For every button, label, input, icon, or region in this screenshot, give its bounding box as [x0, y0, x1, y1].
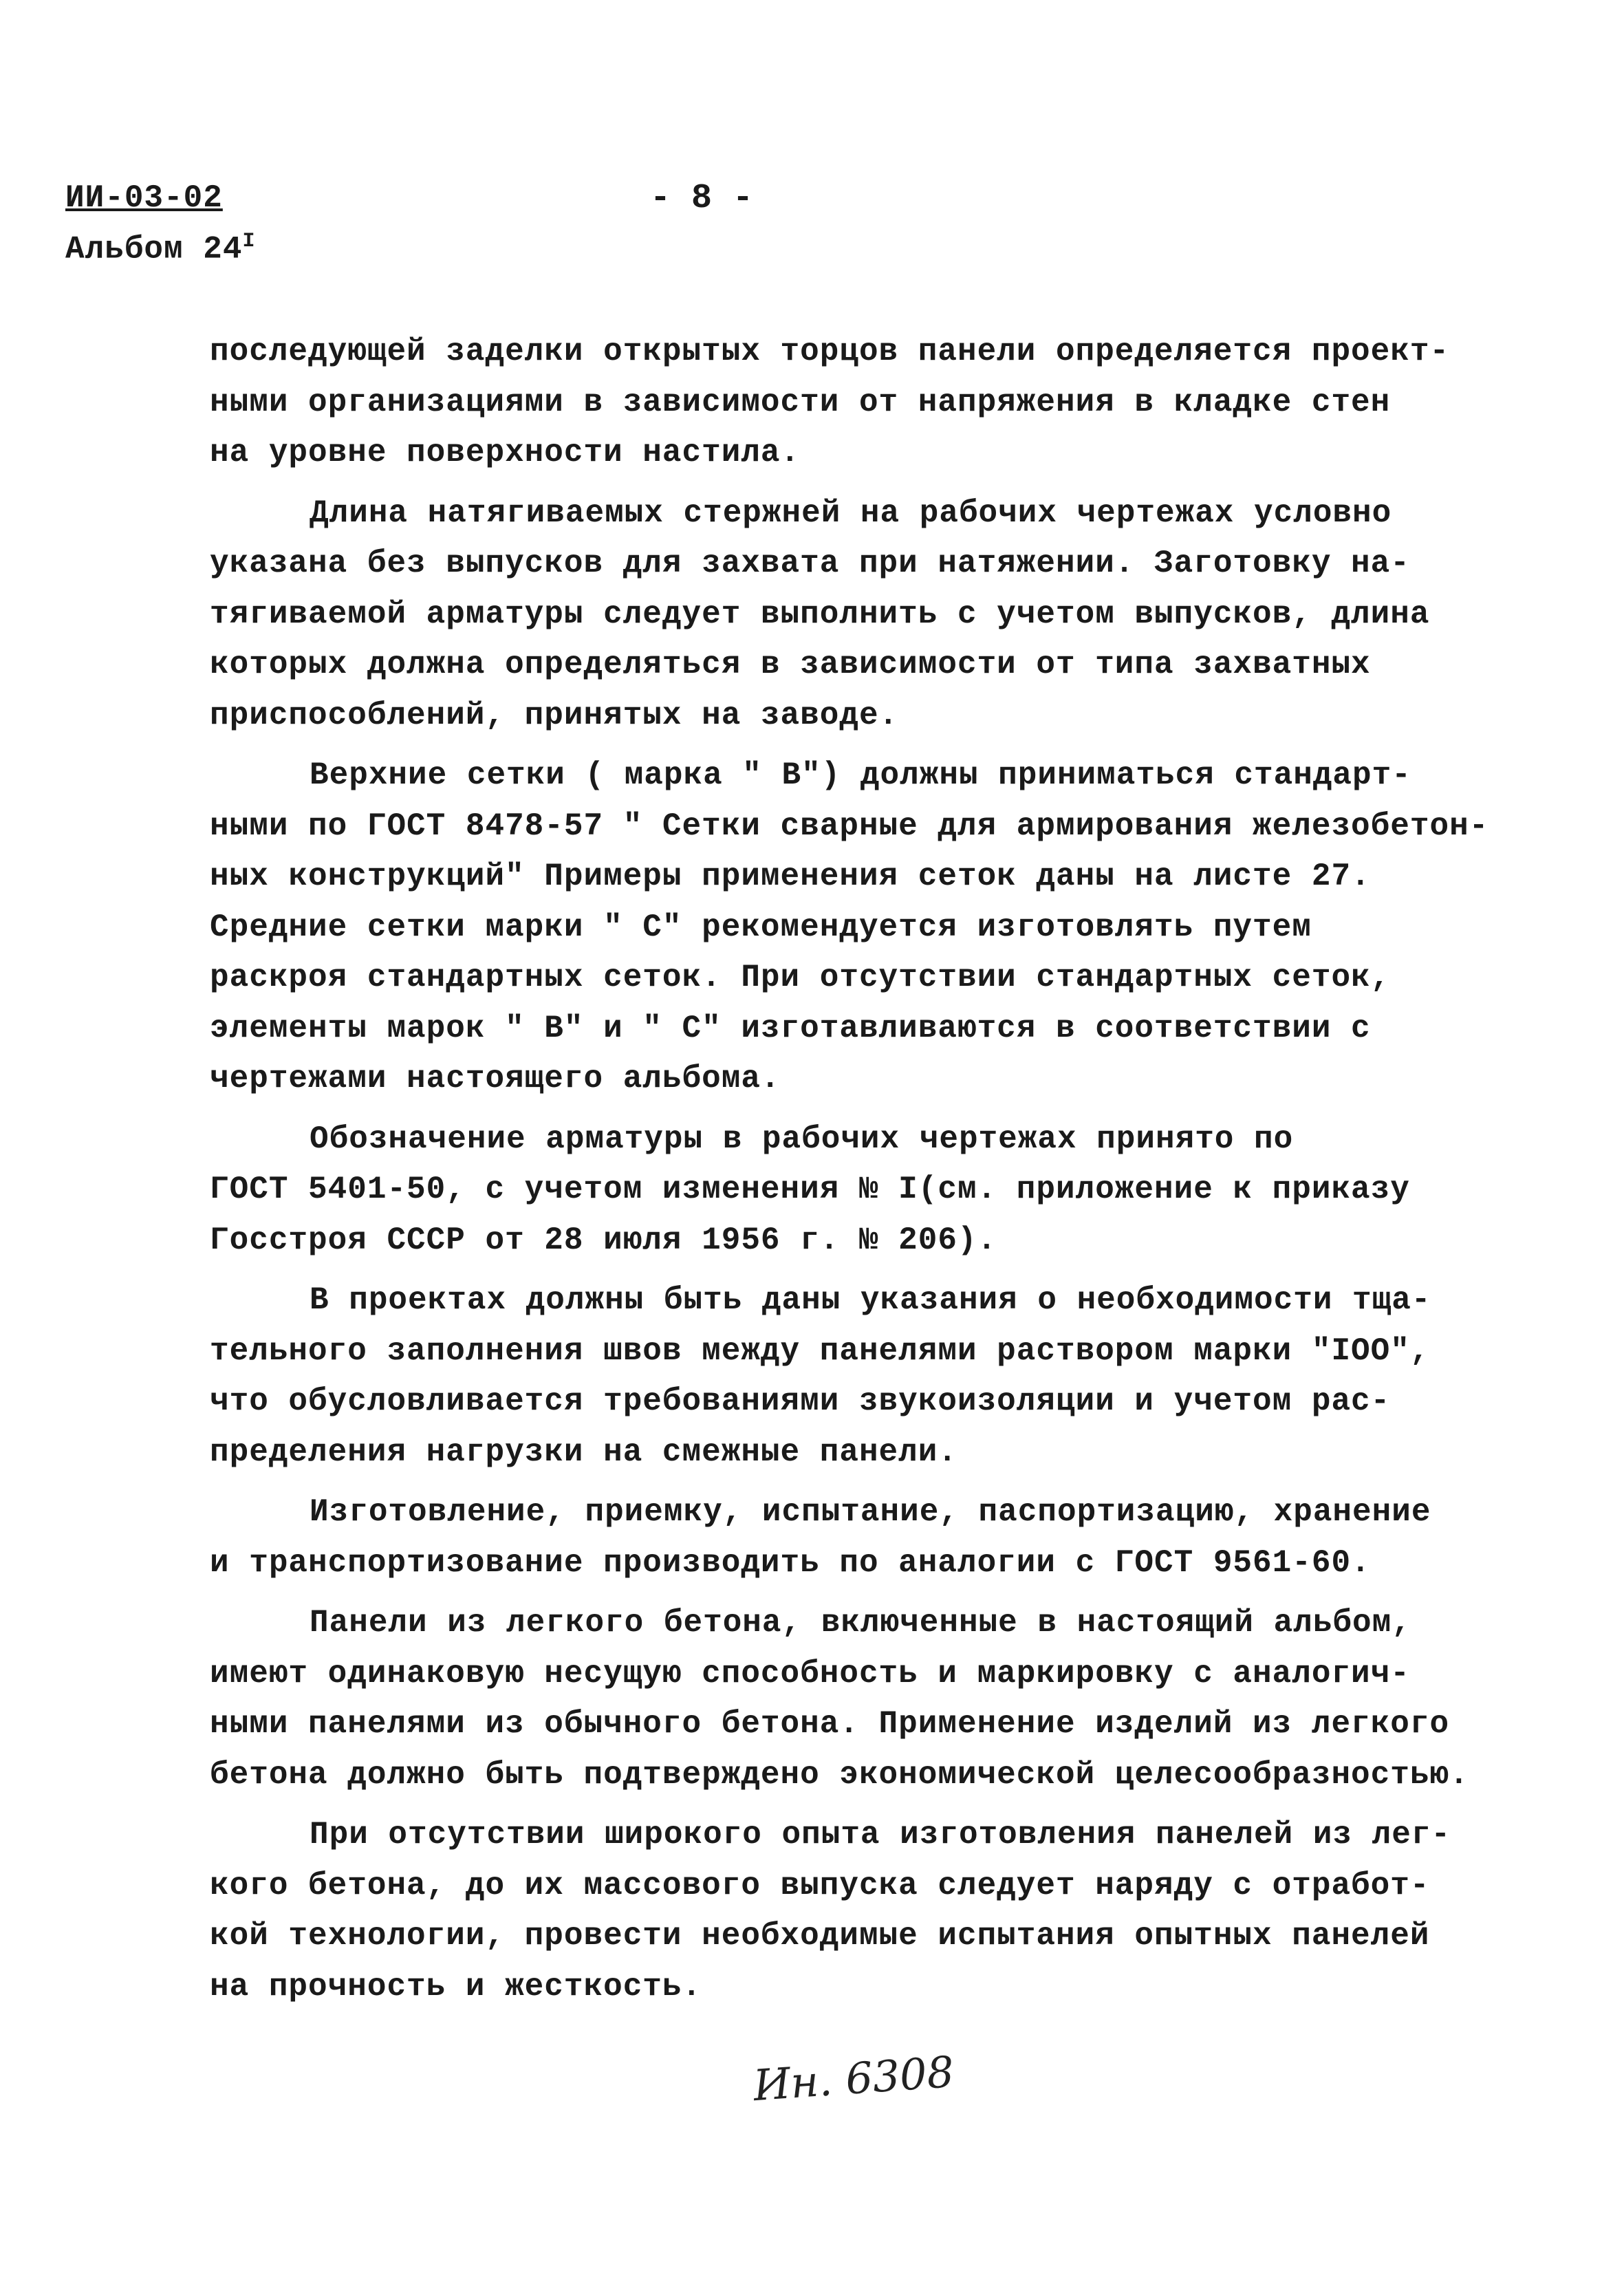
- text-line: указана без выпусков для захвата при натяжении. Заготовку на-: [210, 546, 1410, 581]
- album-label: Альбом $24^I$: [65, 230, 256, 268]
- text-line: Верхние сетки ( марка " В") должны приниматься стандарт-: [310, 757, 1411, 793]
- text-line: имеют одинаковую несущую способность и маркировку с аналогич-: [210, 1655, 1410, 1692]
- text-line: Госстроя СССР от 28 июля 1956 г. № 206).: [210, 1222, 997, 1258]
- paragraph: [210, 327, 1558, 479]
- text-line: приспособлений, принятых на заводе.: [210, 697, 899, 733]
- text-line: которых должна определяться в зависимости от типа захватных: [210, 647, 1371, 682]
- text-line: на прочность и жесткость.: [210, 1968, 702, 2005]
- paragraph: [210, 1275, 1558, 1478]
- text-line: тягиваемой арматуры следует выполнить с учетом выпусков, длина: [210, 596, 1430, 632]
- text-line: Длина натягиваемых стержней на рабочих чертежах условно: [310, 495, 1392, 531]
- text-line: последующей заделки открытых торцов панели определяется проект-: [210, 334, 1450, 369]
- handwritten-inventory-note: Ин. 6308: [751, 2046, 956, 2111]
- text-line: ных конструкций" Примеры применения сеток даны на листе 27.: [210, 859, 1371, 894]
- text-line: При отсутствии широкого опыта изготовления панелей из лег-: [310, 1817, 1451, 1853]
- text-line: ными организациями в зависимости от напряжения в кладке стен: [210, 384, 1391, 420]
- text-line: ными по ГОСТ 8478-57 " Сетки сварные для армирования железобетон-: [210, 808, 1489, 844]
- paragraph: [210, 1810, 1558, 2012]
- text-line: раскроя стандартных сеток. При отсутствии стандартных сеток,: [210, 960, 1391, 995]
- text-line: кой технологии, провести необходимые испытания опытных панелей: [210, 1918, 1430, 1954]
- text-line: Обозначение арматуры в рабочих чертежах принято по: [310, 1121, 1294, 1157]
- text-line: тельного заполнения швов между панелями раствором марки "IOO",: [210, 1333, 1430, 1369]
- paragraph: [210, 488, 1558, 742]
- paragraph: [210, 1598, 1558, 1800]
- text-line: В проектах должны быть даны указания о необходимости тща-: [310, 1282, 1431, 1318]
- text-line: ГОСТ 5401-50, с учетом изменения № I(см. приложение к приказу: [210, 1172, 1410, 1207]
- text-line: и транспортизование производить по аналогии с ГОСТ 9561-60.: [210, 1544, 1371, 1581]
- text-line: Изготовление, приемку, испытание, паспортизацию, хранение: [310, 1494, 1431, 1530]
- paragraph: [210, 1487, 1558, 1588]
- text-line: Панели из легкого бетона, включенные в настоящий альбом,: [310, 1605, 1411, 1641]
- text-line: Средние сетки марки " С" рекомендуется изготовлять путем: [210, 909, 1312, 945]
- text-line: что обусловливается требованиями звукоизоляции и учетом рас-: [210, 1383, 1391, 1419]
- text-line: бетона должно быть подтверждено экономической целесообразностью.: [210, 1756, 1469, 1793]
- text-line: элементы марок " В" и " С" изготавливаются в соответствии с: [210, 1010, 1371, 1046]
- paragraph: [210, 1114, 1558, 1266]
- text-line: ными панелями из обычного бетона. Применение изделий из легкого: [210, 1706, 1450, 1742]
- document-code: ИИ-03-02: [65, 180, 223, 216]
- text-line: чертежами настоящего альбома.: [210, 1061, 781, 1097]
- text-line: кого бетона, до их массового выпуска следует наряду с отработ-: [210, 1867, 1430, 1904]
- page-number: - 8 -: [650, 179, 754, 218]
- paragraph: [210, 751, 1558, 1105]
- body-text: [210, 327, 1558, 2012]
- text-line: пределения нагрузки на смежные панели.: [210, 1434, 957, 1470]
- text-line: на уровне поверхности настила.: [210, 435, 801, 471]
